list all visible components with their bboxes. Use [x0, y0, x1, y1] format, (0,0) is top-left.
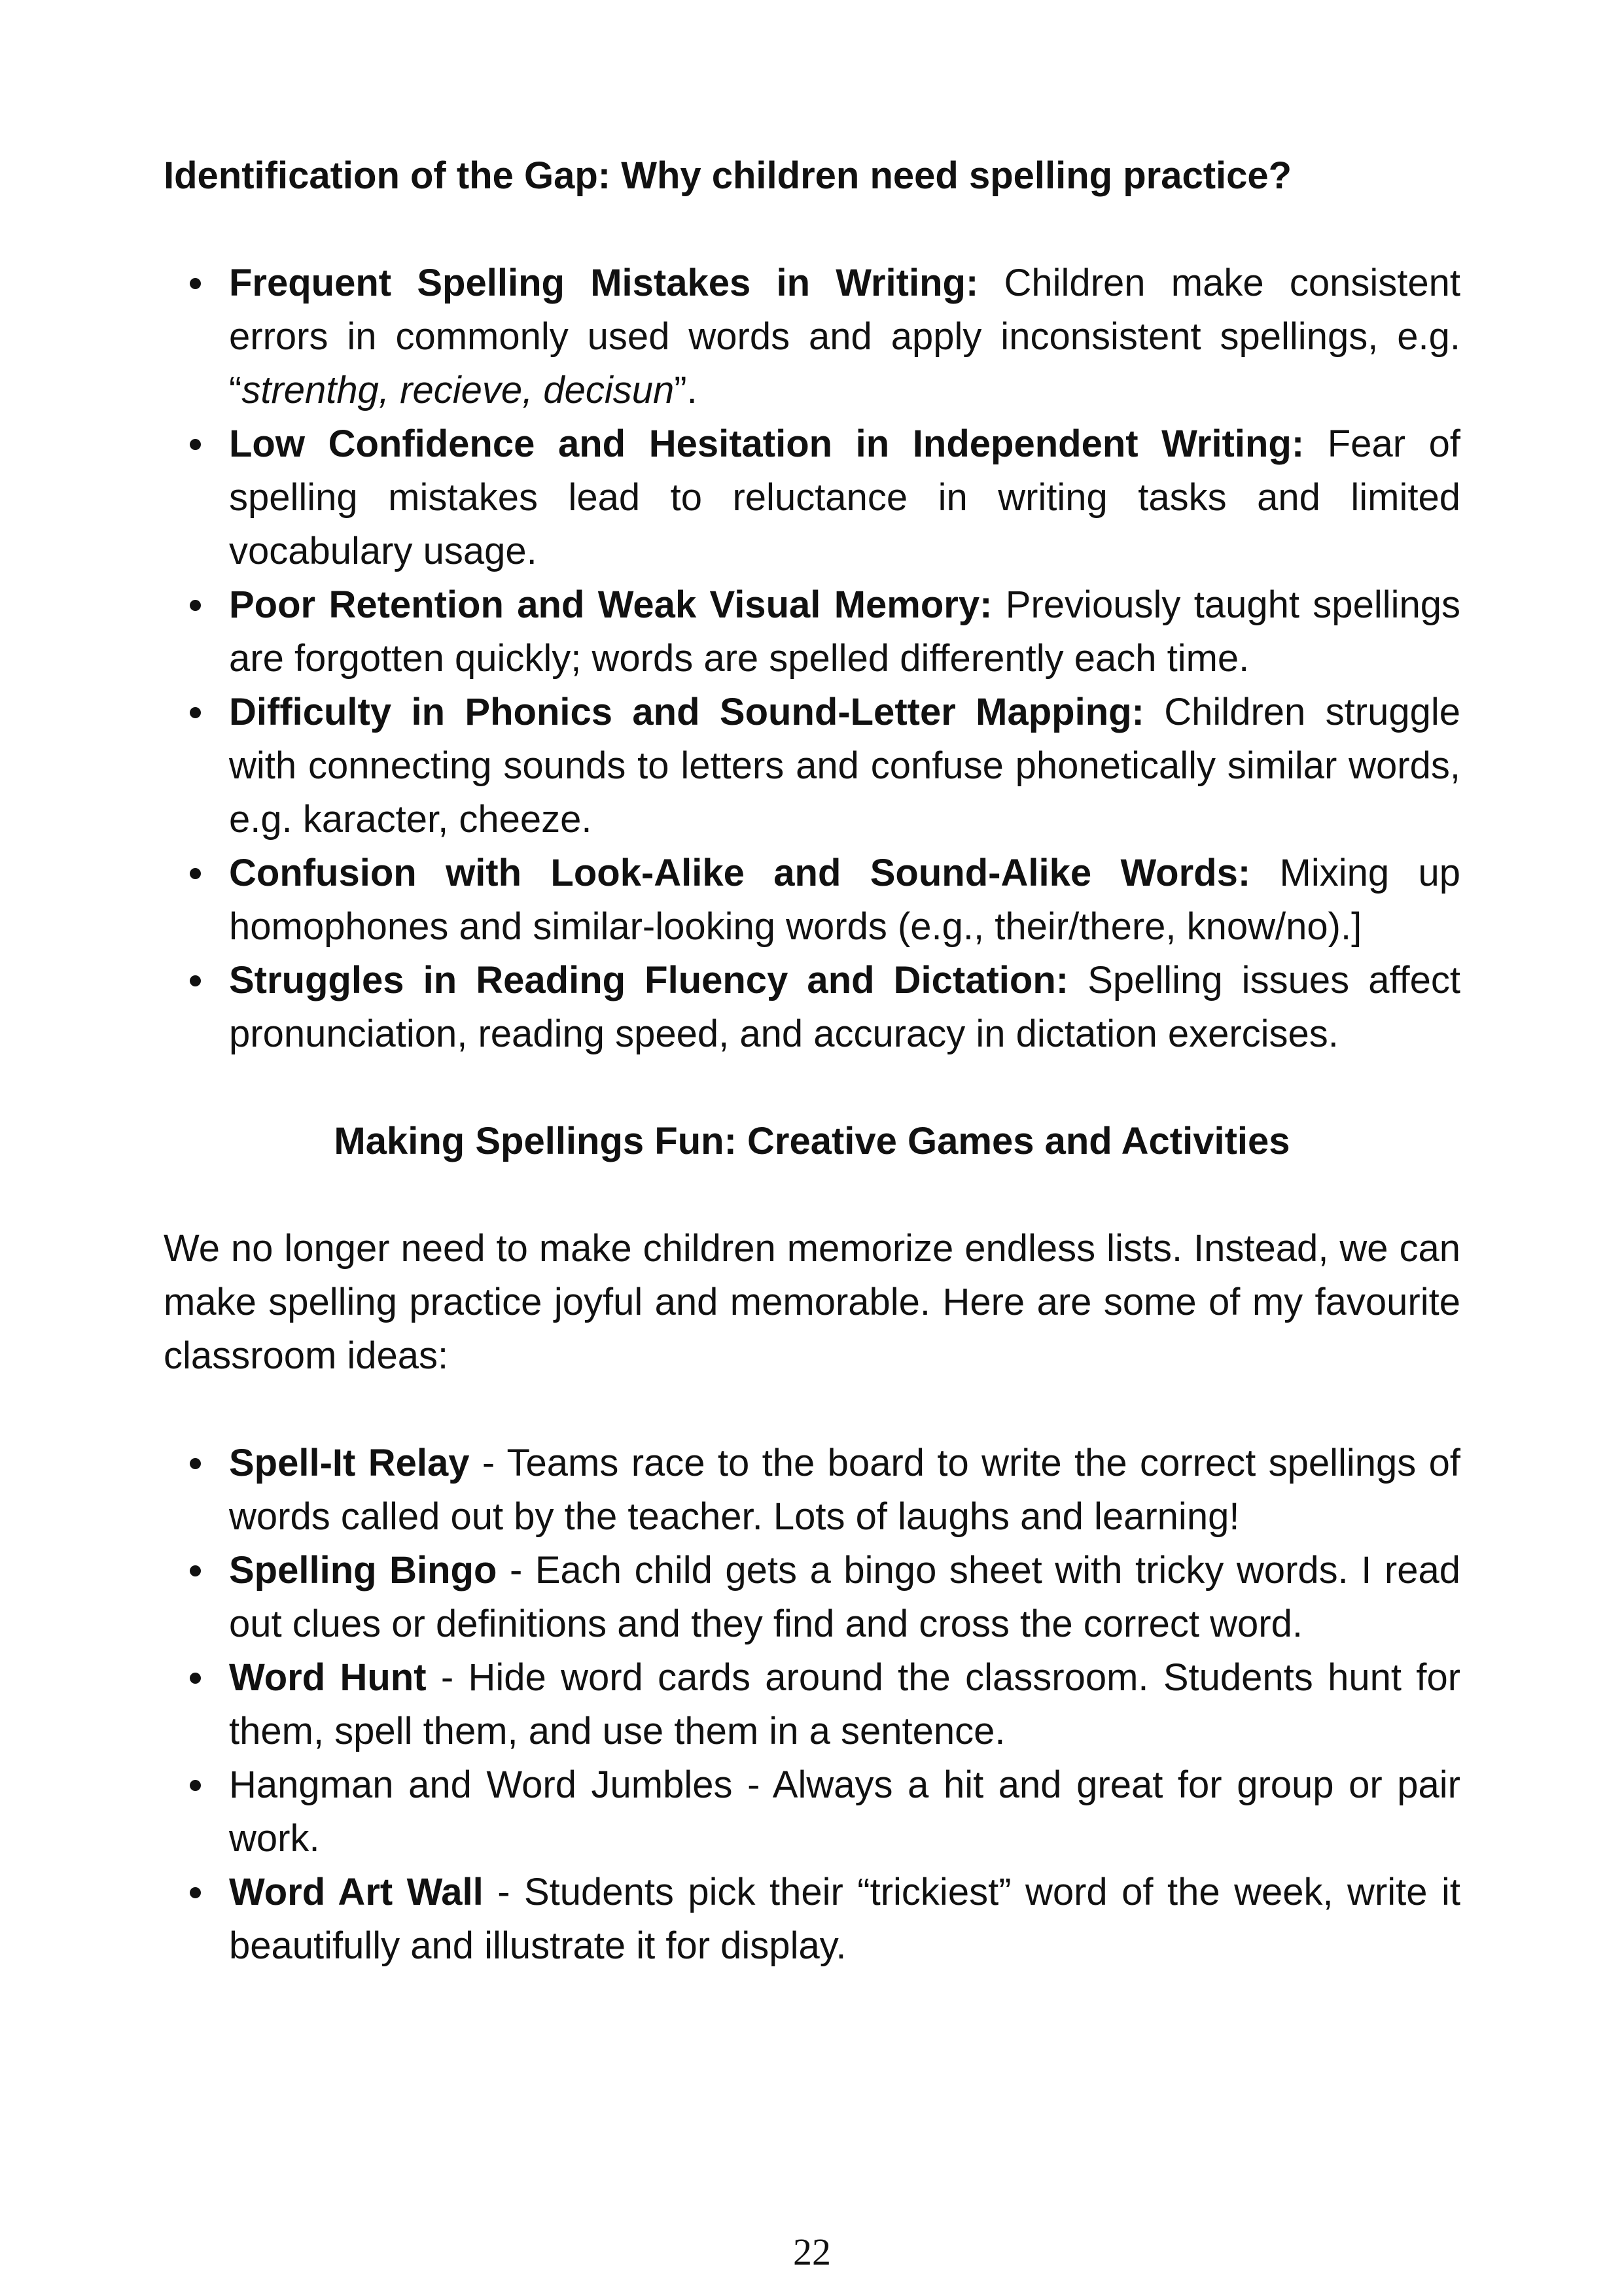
item-text: Children make consistent errors in commonly used words and apply inconsistent spellings, e.g. “ — [229, 262, 1460, 411]
section-heading-gap: Identification of the Gap: Why children need spelling practice? — [164, 154, 1292, 197]
gap-list — [164, 256, 1460, 1061]
spacer — [164, 1061, 1460, 1115]
list-item — [164, 1651, 1460, 1758]
item-text: Children struggle with connecting sounds to letters and confuse phonetically similar words, e.g. karacter, cheeze. — [229, 691, 1461, 841]
list-item — [164, 417, 1460, 578]
list-item — [164, 1544, 1460, 1651]
section-heading-activities: Making Spellings Fun: Creative Games and Activities — [334, 1120, 1290, 1162]
bullet-icon — [190, 975, 201, 986]
list-item — [164, 1758, 1460, 1866]
item-lead: Spell-It Relay — [229, 1442, 470, 1484]
item-text: - Teams race to the board to write the correct spellings of words called out by the teacher. Lots of laughs and learning! — [229, 1442, 1461, 1538]
list-item — [164, 846, 1460, 954]
item-text: Hangman and Word Jumbles - Always a hit and great for group or pair work. — [229, 1764, 1460, 1860]
spacer — [164, 203, 1460, 256]
list-item — [164, 578, 1460, 686]
item-text: - Students pick their “trickiest” word of the week, write it beautifully and illustrate it for display. — [229, 1871, 1460, 1967]
item-text: - Hide word cards around the classroom. Students hunt for them, spell them, and use them in a sentence. — [229, 1656, 1461, 1752]
spacer — [164, 1383, 1460, 1436]
item-lead: Spelling Bingo — [229, 1549, 497, 1592]
list-item — [164, 686, 1460, 846]
item-italic-examples: strenthg, recieve, decisun — [241, 369, 675, 411]
item-lead: Poor Retention and Weak Visual Memory: — [229, 583, 993, 626]
activities-list — [164, 1436, 1460, 1973]
list-item — [164, 1436, 1460, 1544]
spacer — [164, 1168, 1460, 1222]
item-lead: Difficulty in Phonics and Sound-Letter Mapping: — [229, 691, 1144, 733]
item-lead: Struggles in Reading Fluency and Dictation: — [229, 959, 1069, 1001]
item-lead: Word Hunt — [229, 1656, 427, 1699]
item-text: Spelling issues affect pronunciation, reading speed, and accuracy in dictation exercises. — [229, 959, 1460, 1055]
bullet-icon — [190, 600, 201, 611]
bullet-icon — [190, 439, 201, 450]
item-text: Fear of spelling mistakes lead to reluctance in writing tasks and limited vocabulary usage. — [229, 423, 1460, 572]
item-text: - Each child gets a bingo sheet with tricky words. I read out clues or definitions and they find and cross the correct word. — [229, 1549, 1460, 1645]
list-item — [164, 256, 1460, 417]
item-lead: Low Confidence and Hesitation in Independent Writing: — [229, 423, 1305, 465]
bullet-icon — [190, 278, 201, 289]
bullet-icon — [190, 1565, 201, 1576]
item-lead: Word Art Wall — [229, 1871, 484, 1913]
page-content — [164, 149, 1460, 1973]
bullet-icon — [190, 1673, 201, 1684]
bullet-icon — [190, 1887, 201, 1898]
item-lead: Frequent Spelling Mistakes in Writing: — [229, 262, 979, 304]
item-text-end: ”. — [674, 369, 697, 411]
bullet-icon — [190, 1458, 201, 1469]
item-lead: Confusion with Look-Alike and Sound-Alike Words: — [229, 852, 1251, 894]
page-number: 22 — [793, 2231, 831, 2273]
item-text: Mixing up homophones and similar-looking words (e.g., their/there, know/no).] — [229, 852, 1460, 948]
intro-paragraph: We no longer need to make children memorize endless lists. Instead, we can make spelling practice joyful and memorable. Here are some of my favourite classroom ideas: — [164, 1227, 1460, 1377]
bullet-icon — [190, 1780, 201, 1791]
list-item — [164, 954, 1460, 1061]
bullet-icon — [190, 707, 201, 718]
bullet-icon — [190, 868, 201, 879]
item-text: Previously taught spellings are forgotten quickly; words are spelled differently each time. — [229, 583, 1460, 680]
list-item — [164, 1866, 1460, 1973]
